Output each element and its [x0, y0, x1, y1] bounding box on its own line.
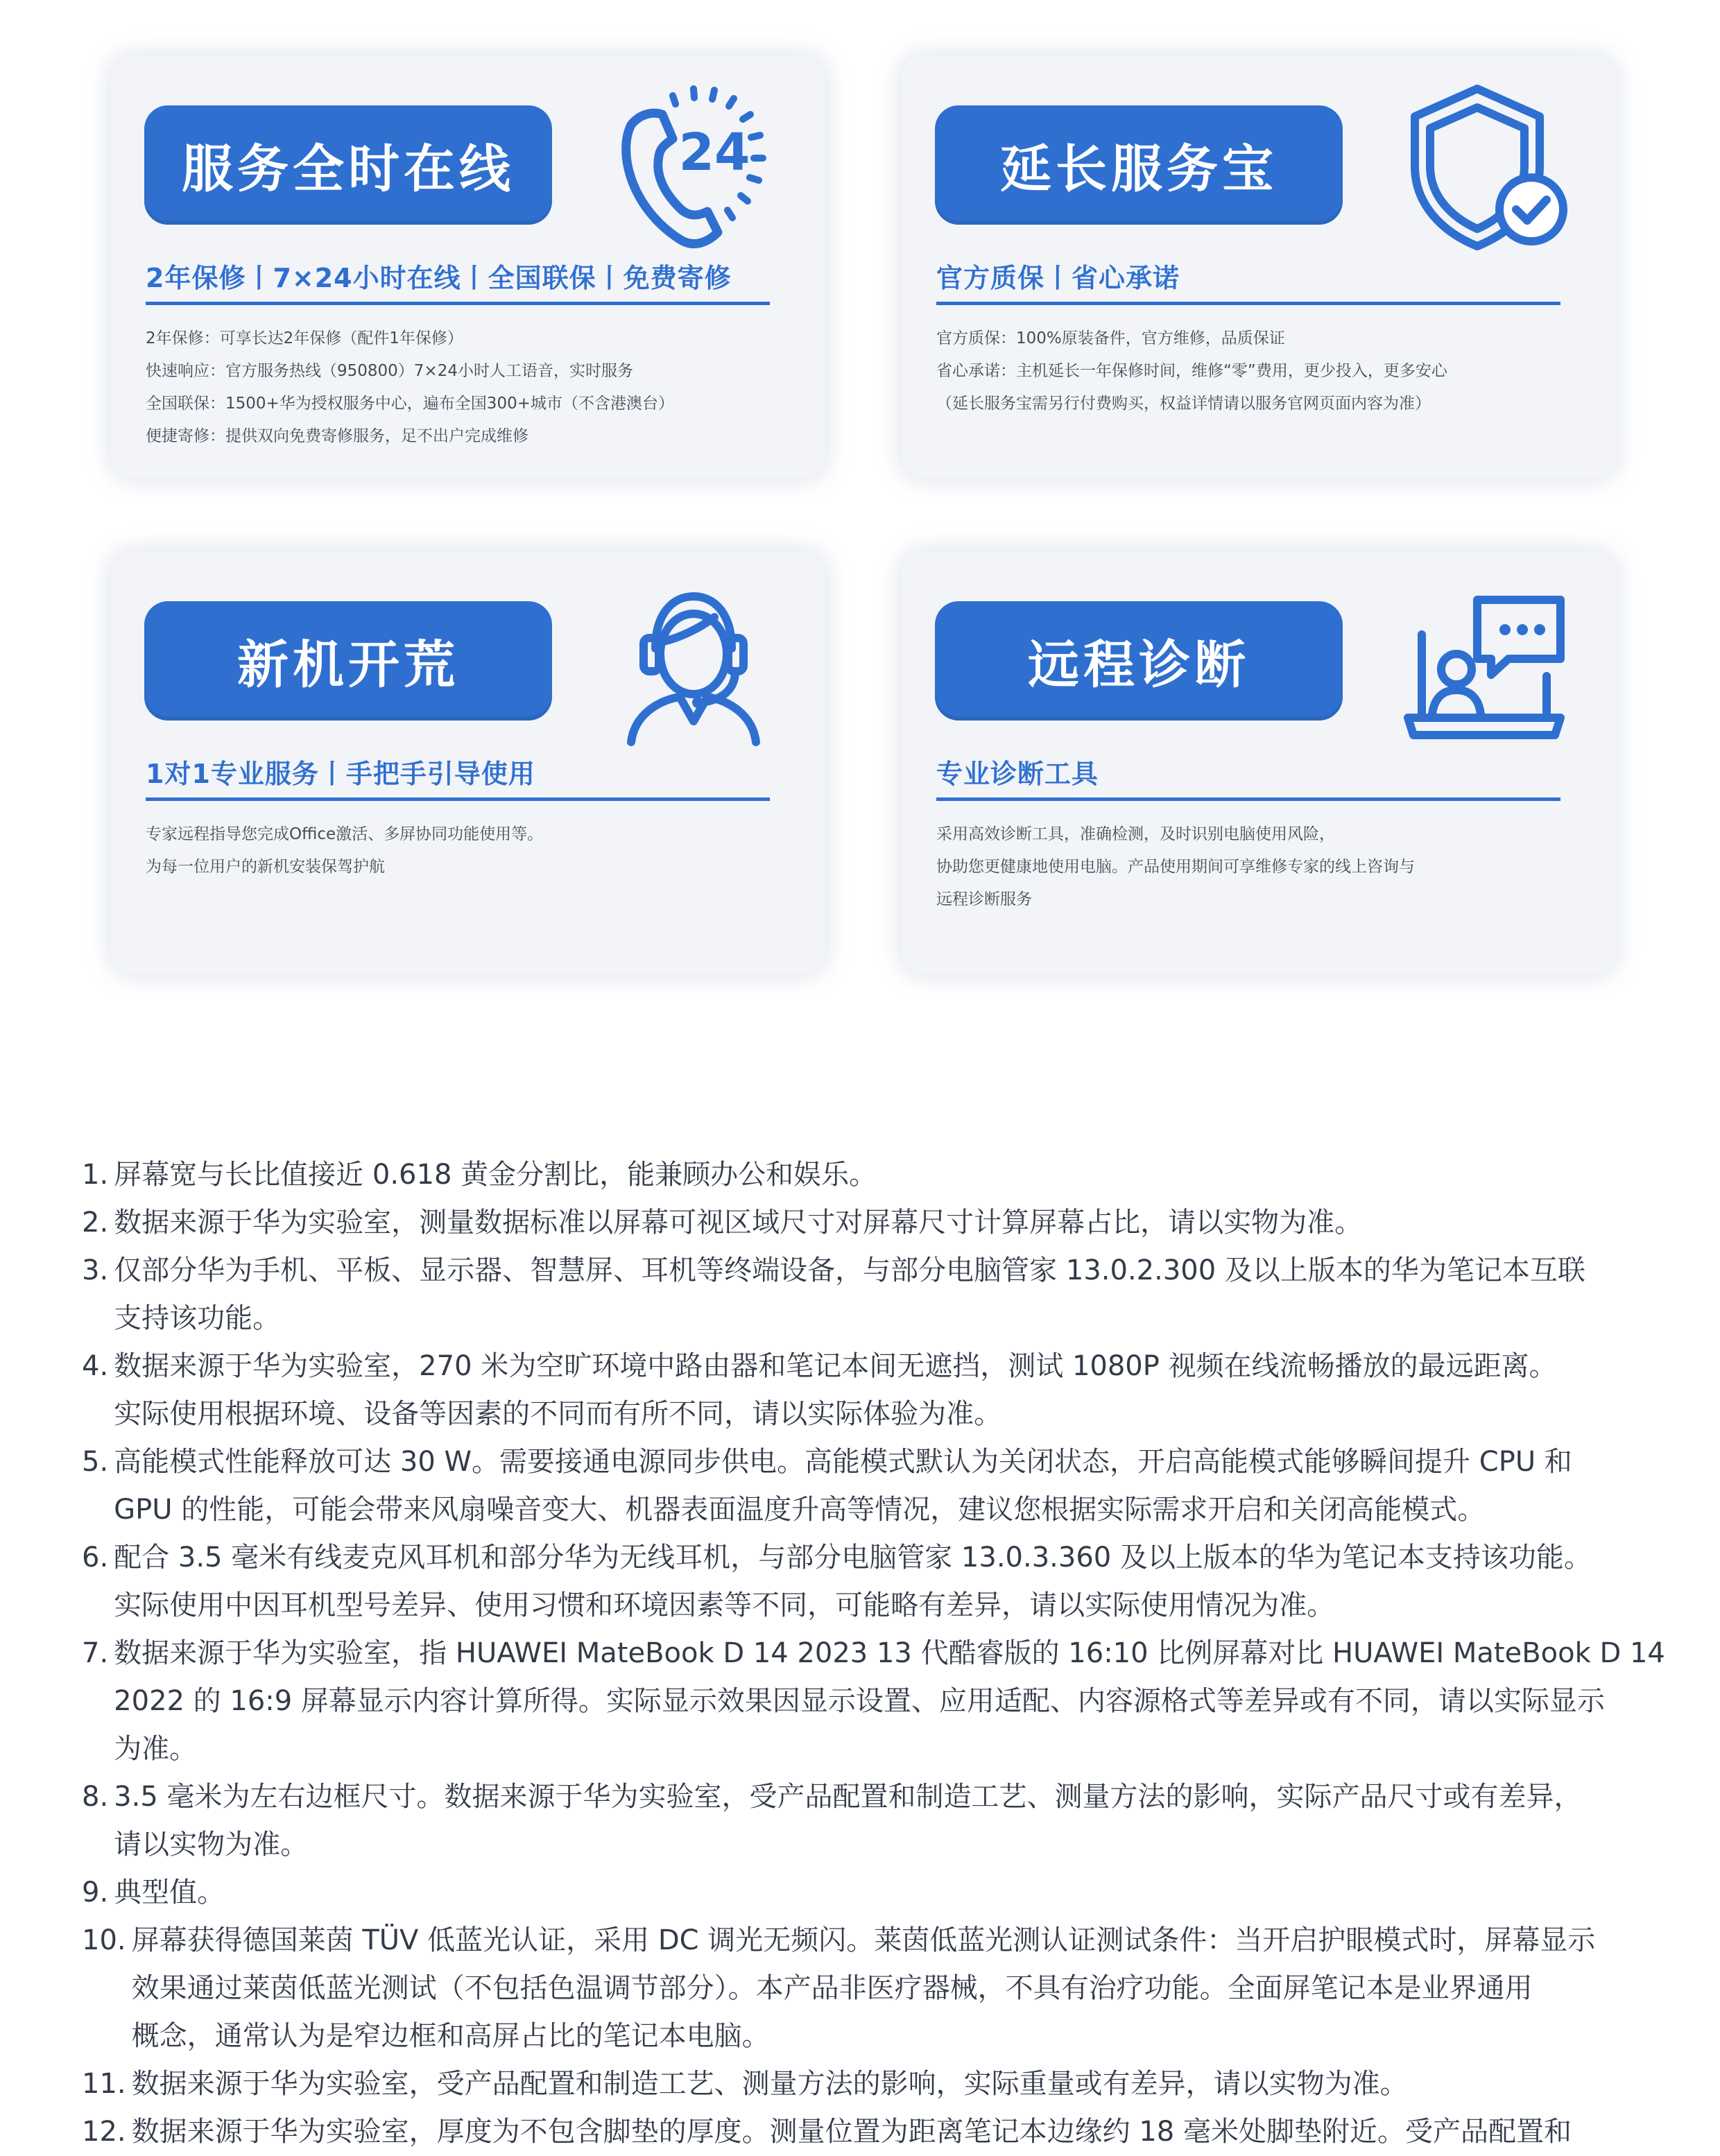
footnote-7: [82, 1630, 1665, 1773]
footnote-line: 配合 3.5 毫米有线麦克风耳机和部分华为无线耳机，与部分电脑管家 13.0.3.360 及以上版本的华为笔记本支持该功能。: [114, 1542, 1592, 1573]
card-subtitle: 2年保修丨7×24小时在线丨全国联保丨免费寄修: [146, 263, 732, 293]
footnote-line: 支持该功能。: [114, 1302, 281, 1334]
footnotes: [82, 1151, 1665, 2156]
footnote-1: [82, 1151, 1649, 1199]
service-card-online: [111, 55, 825, 478]
desc-line: （延长服务宝需另行付费购买，权益详情请以服务官网页面内容为准）: [936, 395, 1431, 413]
footnote-number: 3.: [82, 1254, 109, 1286]
footnote-line: 效果通过莱茵低蓝光测试（不包括色温调节部分）。本产品非医疗器械，不具有治疗功能。全面屏笔记本是业界通用: [131, 1972, 1533, 2004]
footnote-line: 2022 的 16:9 屏幕显示内容计算所得。实际显示效果因显示设置、应用适配、内容源格式等差异或有不同，请以实际显示: [114, 1685, 1605, 1717]
footnote-line: 为准。: [114, 1733, 198, 1765]
desc-line: 快速响应：官方服务热线（950800）7×24小时人工语音，实时服务: [146, 362, 633, 380]
footnote-number: 11.: [82, 2068, 126, 2100]
footnote-3: [82, 1247, 1649, 1343]
phone-24-icon-text: 24: [678, 123, 750, 182]
footnote-2: [82, 1199, 1649, 1247]
divider: [146, 302, 770, 305]
desc-line: 专家远程指导您完成Office激活、多屏协同功能使用等。: [146, 825, 544, 843]
footnote-line: 实际使用根据环境、设备等因素的不同而有所不同，请以实际体验为准。: [114, 1398, 1002, 1430]
desc-line: 便捷寄修：提供双向免费寄修服务，足不出户完成维修: [146, 427, 528, 445]
phone-24-icon: [603, 76, 784, 257]
footnote-line: 概念，通常认为是窄边框和高屏占比的笔记本电脑。: [131, 2020, 770, 2052]
footnote-number: 12.: [82, 2116, 126, 2148]
footnote-number: 1.: [82, 1159, 109, 1191]
footnote-9: [82, 1869, 1649, 1917]
footnote-line: 数据来源于华为实验室，受产品配置和制造工艺、测量方法的影响，实际重量或有差异，请以实物为准。: [131, 2068, 1408, 2100]
card-title: 服务全时在线: [144, 105, 552, 225]
footnote-4: [82, 1343, 1649, 1438]
headset-agent-icon: [603, 572, 784, 752]
footnote-line: 典型值。: [114, 1877, 225, 1908]
card-title: 延长服务宝: [935, 105, 1343, 225]
footnote-6: [82, 1534, 1649, 1630]
shield-check-icon: [1394, 76, 1574, 257]
footnote-line: 屏幕获得德国莱茵 TÜV 低蓝光认证，采用 DC 调光无频闪。莱茵低蓝光测认证测试条件：当开启护眼模式时，屏幕显示: [131, 1924, 1596, 1956]
laptop-chat-icon: [1394, 572, 1574, 752]
footnote-line: 高能模式性能释放可达 30 W。需要接通电源同步供电。高能模式默认为关闭状态，开启高能模式能够瞬间提升 CPU 和: [114, 1446, 1572, 1478]
desc-line: 省心承诺：主机延长一年保修时间，维修“零”费用，更少投入，更多安心: [936, 362, 1447, 380]
footnote-line: GPU 的性能，可能会带来风扇噪音变大、机器表面温度升高等情况，建议您根据实际需求开启和关闭高能模式。: [114, 1494, 1486, 1526]
footnote-number: 7.: [82, 1637, 109, 1669]
footnote-line: 3.5 毫米为左右边框尺寸。数据来源于华为实验室，受产品配置和制造工艺、测量方法的影响，实际产品尺寸或有差异，: [114, 1781, 1582, 1813]
footnote-line: 屏幕宽与长比值接近 0.618 黄金分割比，能兼顾办公和娱乐。: [114, 1159, 877, 1191]
desc-line: 为每一位用户的新机安装保驾护航: [146, 858, 385, 876]
footnote-line: 实际使用中因耳机型号差异、使用习惯和环境因素等不同，可能略有差异，请以实际使用情况为准。: [114, 1589, 1335, 1621]
desc-line: 采用高效诊断工具，准确检测，及时识别电脑使用风险，: [936, 825, 1335, 843]
card-description: [936, 322, 1581, 420]
footnote-line: 请以实物为准。: [114, 1829, 309, 1861]
service-card-extended: [902, 55, 1616, 478]
desc-line: 协助您更健康地使用电脑。产品使用期间可享维修专家的线上咨询与: [936, 858, 1415, 876]
footnote-12: [82, 2108, 1649, 2156]
footnote-number: 10.: [82, 1924, 126, 1956]
footnote-line: 数据来源于华为实验室，270 米为空旷环境中路由器和笔记本间无遮挡，测试 1080P 视频在线流畅播放的最远距离。: [114, 1350, 1557, 1382]
footnote-number: 9.: [82, 1877, 109, 1908]
footnote-line: 数据来源于华为实验室，指 HUAWEI MateBook D 14 2023 13 代酷睿版的 16:10 比例屏幕对比 HUAWEI MateBook D 14: [114, 1637, 1665, 1669]
divider: [936, 797, 1560, 801]
card-description: [146, 818, 791, 883]
card-description: [936, 818, 1581, 916]
footnote-number: 4.: [82, 1350, 109, 1382]
footnote-number: 8.: [82, 1781, 109, 1813]
divider: [146, 797, 770, 801]
card-subtitle: 1对1专业服务丨手把手引导使用: [146, 759, 535, 789]
footnote-line: 仅部分华为手机、平板、显示器、智慧屏、耳机等终端设备，与部分电脑管家 13.0.2.300 及以上版本的华为笔记本互联: [114, 1254, 1585, 1286]
card-description: [146, 322, 791, 453]
footnote-line: 数据来源于华为实验室，厚度为不包含脚垫的厚度。测量位置为距离笔记本边缘约 18 毫米处脚垫附近。受产品配置和: [131, 2116, 1572, 2148]
footnote-line: 数据来源于华为实验室，测量数据标准以屏幕可视区域尺寸对屏幕尺寸计算屏幕占比，请以实物为准。: [114, 1207, 1363, 1239]
desc-line: 远程诊断服务: [936, 890, 1032, 908]
card-title: 新机开荒: [144, 601, 552, 721]
desc-line: 全国联保：1500+华为授权服务中心，遍布全国300+城市（不含港澳台）: [146, 395, 674, 413]
service-card-setup: [111, 551, 825, 974]
footnote-number: 2.: [82, 1207, 109, 1239]
service-card-remote: [902, 551, 1616, 974]
card-subtitle: 专业诊断工具: [936, 759, 1099, 789]
card-subtitle: 官方质保丨省心承诺: [936, 263, 1180, 293]
footnote-10: [82, 1917, 1649, 2060]
card-title: 远程诊断: [935, 601, 1343, 721]
footnote-8: [82, 1773, 1649, 1869]
footnote-number: 6.: [82, 1542, 109, 1573]
divider: [936, 302, 1560, 305]
footnote-11: [82, 2060, 1649, 2108]
footnote-5: [82, 1438, 1649, 1534]
footnote-number: 5.: [82, 1446, 109, 1478]
desc-line: 官方质保：100%原装备件，官方维修，品质保证: [936, 329, 1285, 347]
desc-line: 2年保修：可享长达2年保修（配件1年保修）: [146, 329, 463, 347]
